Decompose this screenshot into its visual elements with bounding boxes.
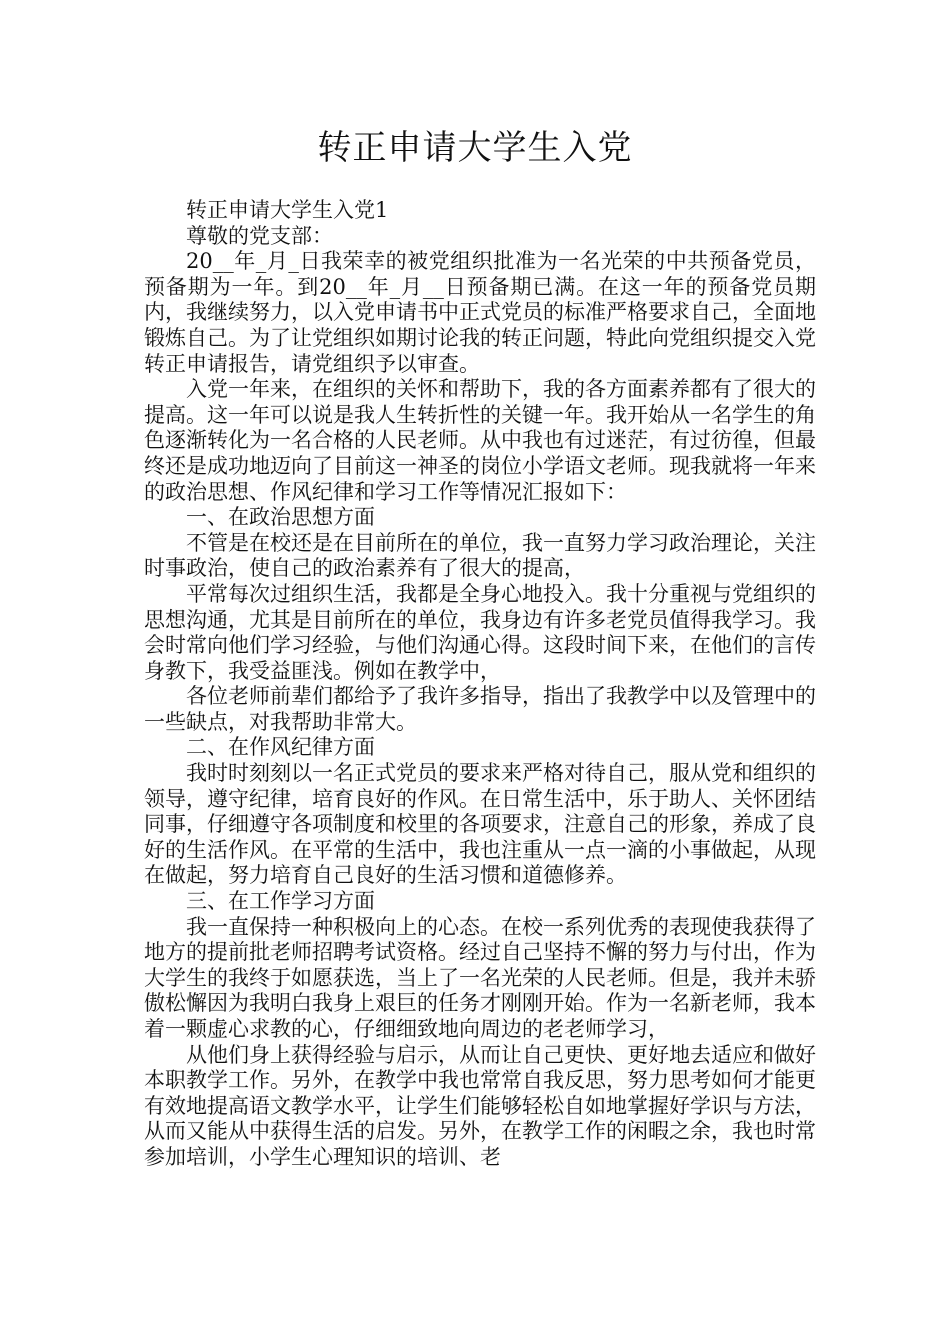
document-title: 转正申请大学生入党 <box>317 128 633 168</box>
paragraph: 我时时刻刻以一名正式党员的要求来严格对待自己，服从党和组织的领导，遵守纪律，培育良好的作风。在日常生活中，乐于助人、关怀团结同事，仔细遵守各项制度和校里的各项要求，注意自己的形象，养成了良好的生活作风。在平常的生活中，我也注重从一点一滴的小事做起，从现在做起，努力培育自己良好的生活习惯和道德修养。 <box>144 761 816 888</box>
subtitle-line: 转正申请大学生入党1 <box>186 198 389 222</box>
document-body <box>144 198 816 1171</box>
section-heading: 一、在政治思想方面 <box>186 505 375 530</box>
paragraph: 我一直保持一种积极向上的心态。在校一系列优秀的表现使我获得了地方的提前批老师招聘考试资格。经过自己坚持不懈的努力与付出，作为大学生的我终于如愿获选，当上了一名光荣的人民老师。但是，我并未骄傲松懈因为我明白我身上艰巨的任务才刚刚开始。作为一名新老师，我本着一颗虚心求教的心，仔细细致地向周边的老老师学习， <box>144 914 816 1041</box>
paragraph: 各位老师前辈们都给予了我许多指导，指出了我教学中以及管理中的一些缺点，对我帮助非常大。 <box>144 684 816 734</box>
section-heading: 二、在作风纪律方面 <box>186 735 375 760</box>
paragraph: 平常每次过组织生活，我都是全身心地投入。我十分重视与党组织的思想沟通，尤其是目前所在的单位，我身边有许多老党员值得我学习。我会时常向他们学习经验，与他们沟通心得。这段时间下来，在他们的言传身教下，我受益匪浅。例如在教学中， <box>144 581 816 683</box>
section-heading: 三、在工作学习方面 <box>186 889 375 914</box>
paragraph: 从他们身上获得经验与启示，从而让自己更快、更好地去适应和做好本职教学工作。另外，在教学中我也常常自我反思，努力思考如何才能更有效地提高语文教学水平，让学生们能够轻松自如地掌握好学识与方法，从而又能从中获得生活的启发。另外，在教学工作的闲暇之余，我也时常参加培训，小学生心理知识的培训、老 <box>144 1042 816 1169</box>
salutation: 尊敬的党支部： <box>186 223 333 248</box>
paragraph: 不管是在校还是在目前所在的单位，我一直努力学习政治理论，关注时事政治，使自己的政治素养有了很大的提高， <box>144 530 816 581</box>
paragraph: 20__年_月_日我荣幸的被党组织批准为一名光荣的中共预备党员，预备期为一年。到20__年_月__日预备期已满。在这一年的预备党员期内，我继续努力，以入党申请书中正式党员的标准严格要求自己，全面地锻炼自己。为了让党组织如期讨论我的转正问题，特此向党组织提交入党转正申请报告，请党组织予以审查。 <box>144 249 816 376</box>
paragraph: 入党一年来，在组织的关怀和帮助下，我的各方面素养都有了很大的提高。这一年可以说是我人生转折性的关键一年。我开始从一名学生的角色逐渐转化为一名合格的人民老师。从中我也有过迷茫，有过彷徨，但最终还是成功地迈向了目前这一神圣的岗位小学语文老师。现我就将一年来的政治思想、作风纪律和学习工作等情况汇报如下： <box>144 377 816 504</box>
